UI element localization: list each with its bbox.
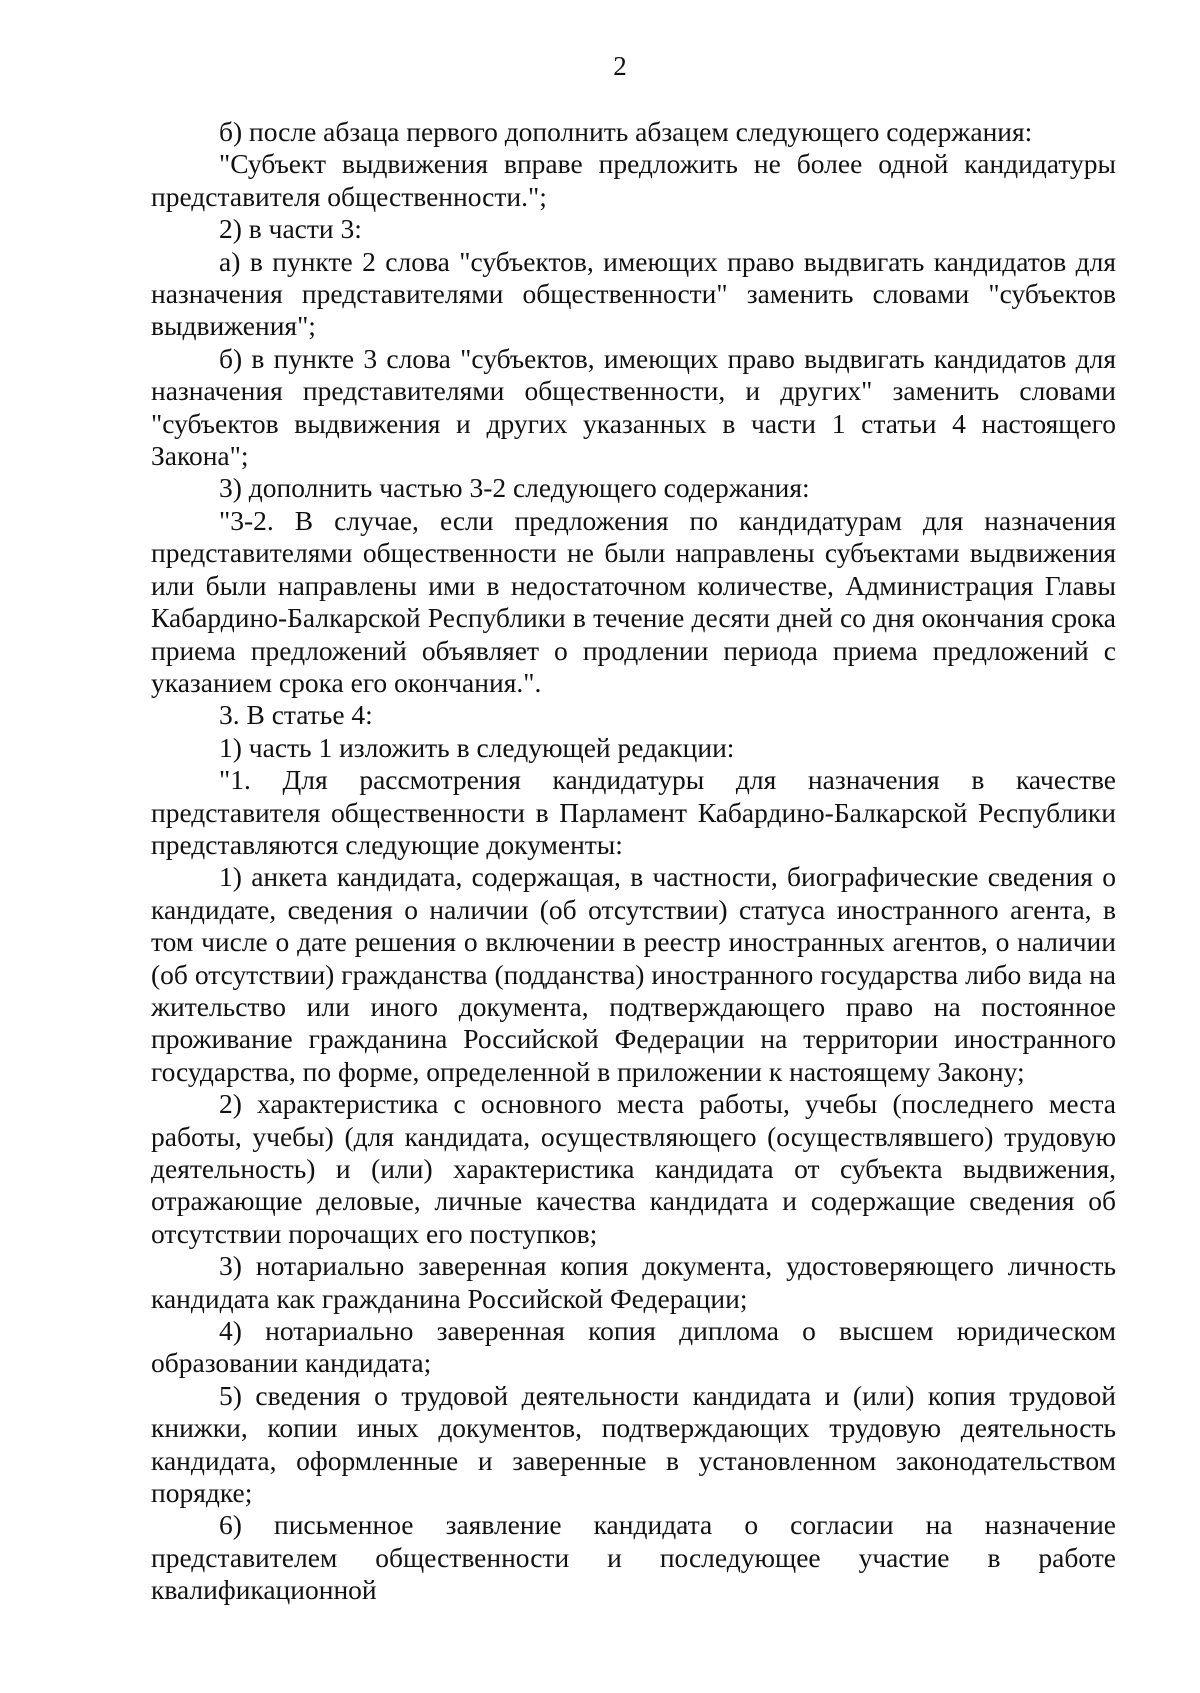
paragraph-part-3-heading: 2) в части 3: [219,213,362,245]
paragraph-article-4-heading: 3. В статье 4: [219,699,373,731]
paragraph-document-6-consent: 6) письменное заявление кандидата о согласии на назначение представителем общественности и последующее участие в работе квалификационной [151,1509,1116,1606]
paragraph-document-3-id-copy: 3) нотариально заверенная копия документа, удостоверяющего личность кандидата как гражданина Российской Федерации; [151,1250,1116,1314]
paragraph-item-2a: а) в пункте 2 слова "субъектов, имеющих право выдвигать кандидатов для назначения представителями общественности" заменить словами "субъектов выдвижения"; [151,245,1116,342]
paragraph-document-1-questionnaire: 1) анкета кандидата, содержащая, в частности, биографические сведения о кандидате, сведения о наличии (об отсутствии) статуса иностранного агента, в том числе о дате решения о включении в реестр иностранных агентов, о наличии (об отсутствии) гражданства (подданства) иностранного государства либо вида на жительство или иного документа, подтверждающего право на постоянное проживание гражданина Российской Федерации на территории иностранного государства, по форме, определенной в приложении к настоящему Закону; [151,861,1116,1087]
paragraph-item-2b: б) в пункте 3 слова "субъектов, имеющих право выдвигать кандидатов для назначения представителями общественности, и других" заменить словами "субъектов выдвижения и других указанных в части 1 статьи 4 настоящего Закона"; [151,342,1116,472]
paragraph-document-4-diploma-copy: 4) нотариально заверенная копия диплома о высшем юридическом образовании кандидата; [151,1315,1116,1379]
paragraph-amendment-b-intro: б) после абзаца первого дополнить абзацем следующего содержания: [219,116,1033,147]
paragraph-document-2-reference: 2) характеристика с основного места работы, учебы (последнего места работы, учебы) (для кандидата, осуществляющего (осуществлявшего) трудовую деятельность) и (или) характеристика кандидата от субъекта выдвижения, отражающие деловые, личные качества кандидата и содержащие сведения об отсутствии порочащих его поступков; [151,1088,1116,1249]
paragraph-quoted-nomination-limit: "Субъект выдвижения вправе предложить не более одной кандидатуры представителя общественности."; [151,148,1116,212]
paragraph-article-4-item-1: 1) часть 1 изложить в следующей редакции: [219,731,735,763]
paragraph-item-3-supplement: 3) дополнить частью 3-2 следующего содержания: [219,472,810,504]
paragraph-document-5-employment-record: 5) сведения о трудовой деятельности кандидата и (или) копия трудовой книжки, копии иных документов, подтверждающих трудовую деятельность кандидата, оформленные и заверенные в установленном законодательством порядке; [151,1379,1116,1509]
document-body [151,116,1116,1607]
paragraph-quoted-part-1: "1. Для рассмотрения кандидатуры для назначения в качестве представителя общественности в Парламент Кабардино-Балкарской Республики представляются следующие документы: [151,764,1116,860]
paragraph-quoted-part-3-2: "3-2. В случае, если предложения по кандидатурам для назначения представителями общественности не были направлены субъектами выдвижения или были направлены ими в недостаточном количестве, Администрация Главы Кабардино-Балкарской Республики в течение десяти дней со дня окончания срока приема предложений объявляет о продлении периода приема предложений с указанием срока его окончания.". [151,504,1116,698]
page-number: 2 [613,51,627,81]
